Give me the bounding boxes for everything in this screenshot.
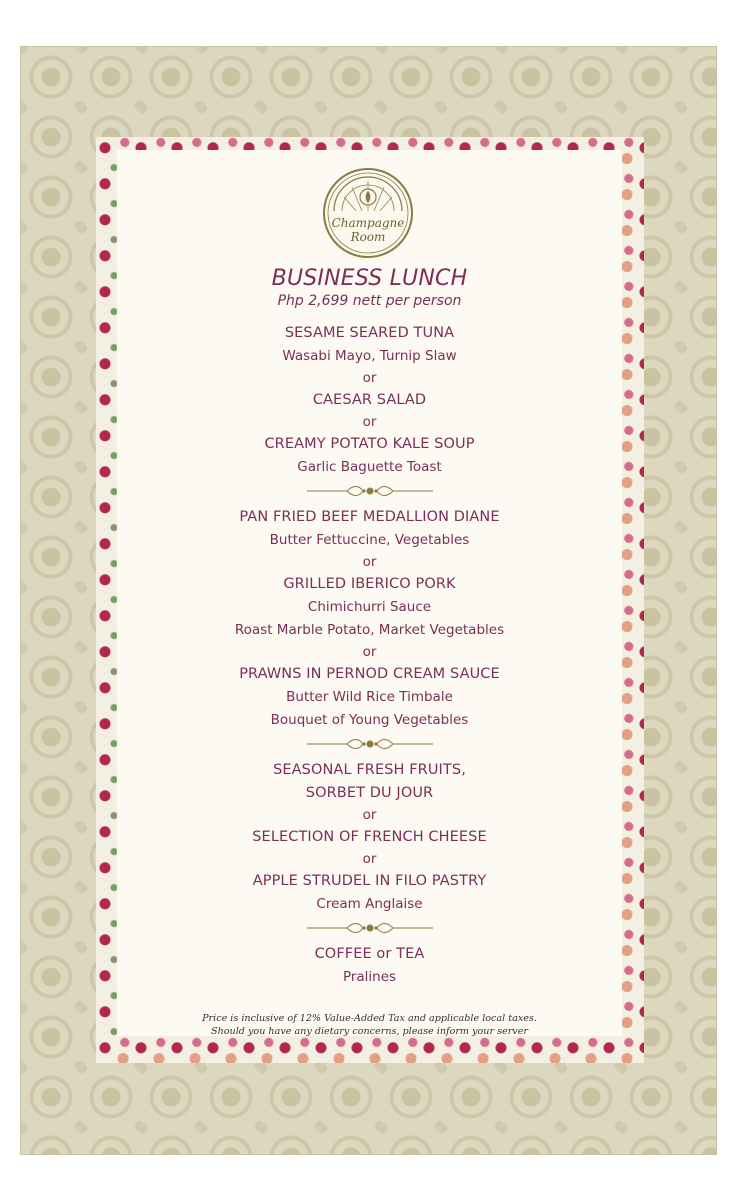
menu-price: Php 2,699 nett per person [277,293,462,309]
dish-name: SORBET DU JOUR [305,785,434,801]
or-separator: or [362,644,377,660]
or-separator: or [362,851,377,867]
dish-description: Bouquet of Young Vegetables [270,712,469,728]
menu-sections [117,322,622,989]
dish-name: GRILLED IBERICO PORK [283,576,456,592]
champagne-room-logo [322,167,414,259]
dish-description: Roast Marble Potato, Market Vegetables [234,622,505,638]
logo-text-line1: Champagne [331,216,405,230]
dish-name: PAN FRIED BEEF MEDALLION DIANE [239,509,500,525]
menu-section [117,322,622,479]
dish-name: CREAMY POTATO KALE SOUP [264,436,475,452]
dish-name: SESAME SEARED TUNA [284,325,455,341]
menu-section [117,943,622,989]
dish-name: PRAWNS IN PERNOD CREAM SAUCE [239,666,500,682]
logo-text-line2: Room [350,230,386,244]
dish-description: Butter Wild Rice Timbale [286,689,453,705]
dish-description: Chimichurri Sauce [307,599,432,615]
dish-name: SELECTION OF FRENCH CHEESE [252,829,487,845]
dish-description: Wasabi Mayo, Turnip Slaw [282,348,457,364]
footnote-line1: Price is inclusive of 12% Value-Added Tax and applicable local taxes. [202,1013,537,1024]
ornament-divider [305,737,435,751]
menu-title: BUSINESS LUNCH [271,266,468,291]
dish-description: Cream Anglaise [316,896,423,912]
dish-description: Butter Fettuccine, Vegetables [269,532,470,548]
ornament-divider [305,484,435,498]
or-separator: or [362,807,377,823]
or-separator: or [362,414,377,430]
menu-section [117,506,622,732]
or-separator: or [362,370,377,386]
dish-name: APPLE STRUDEL IN FILO PASTRY [252,873,487,889]
footnote-line2: Should you have any dietary concerns, please inform your server [211,1026,528,1037]
dish-description: Pralines [342,969,397,985]
menu-section [117,759,622,916]
dish-name: COFFEE or TEA [314,946,425,962]
dish-name: CAESAR SALAD [312,392,427,408]
ornament-divider [305,921,435,935]
dish-description: Garlic Baguette Toast [297,459,442,475]
menu-content [117,266,622,989]
or-separator: or [362,554,377,570]
dish-name: SEASONAL FRESH FRUITS, [273,762,466,778]
footnote [117,1012,622,1038]
